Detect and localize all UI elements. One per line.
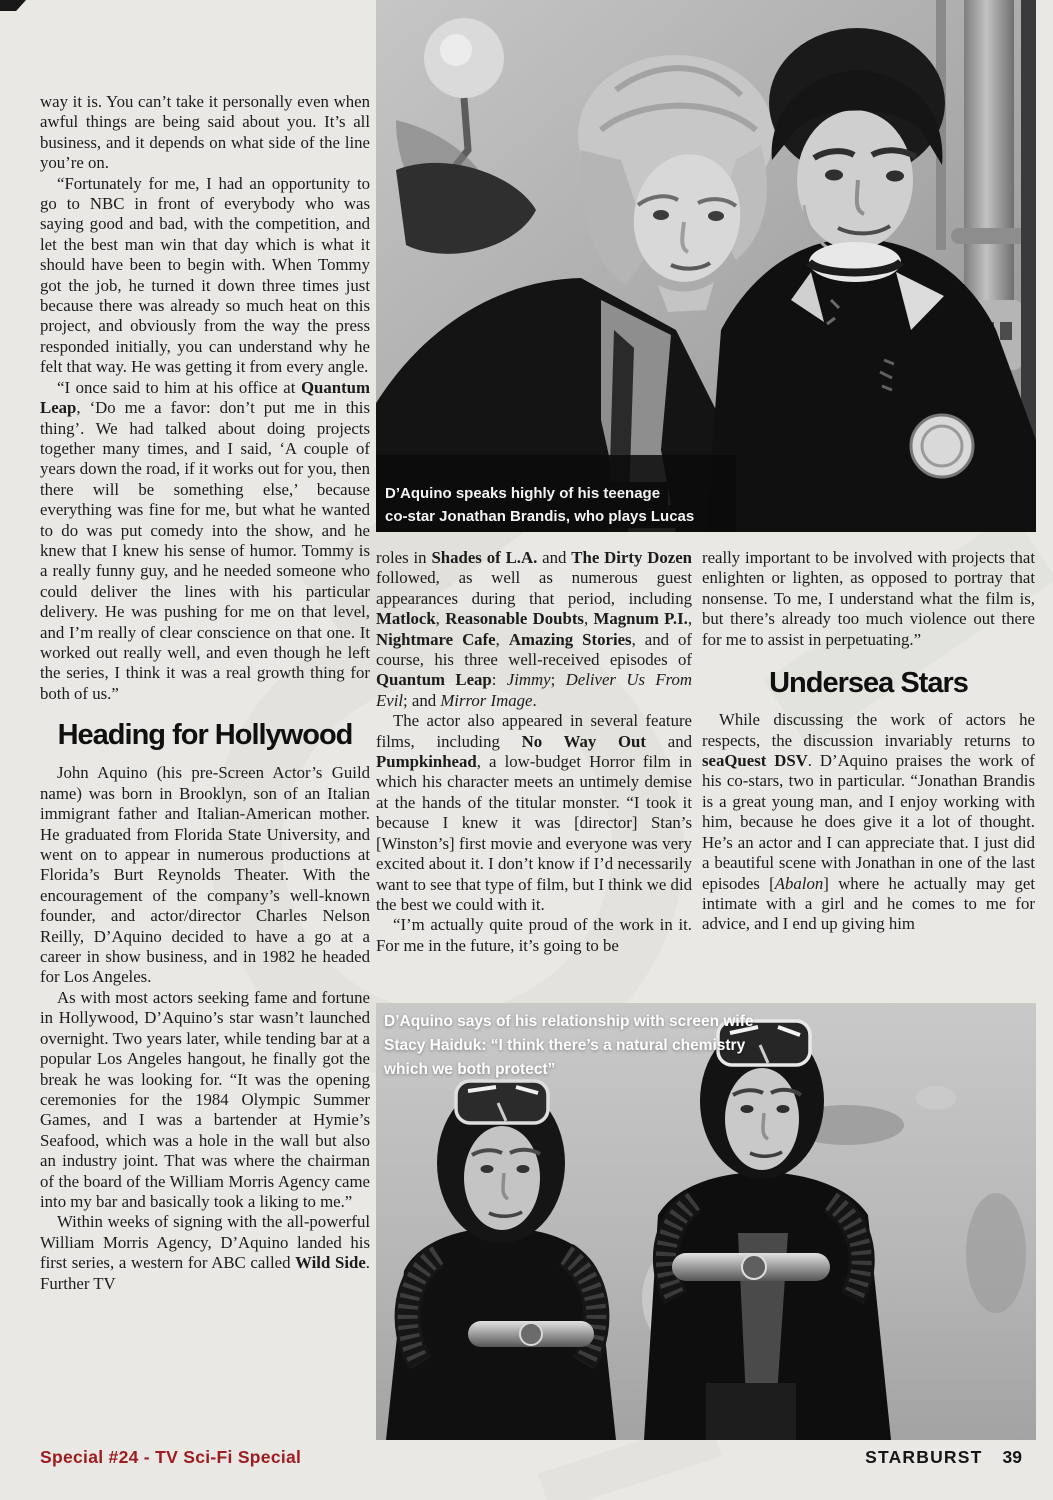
text-run: and (645, 731, 692, 751)
right-column (702, 548, 1035, 935)
text-run: . Further TV (40, 1253, 370, 1293)
title-mention: Shades of L.A. (431, 548, 538, 567)
photo-top-caption (383, 482, 702, 528)
body-paragraph (40, 92, 370, 174)
title-mention: Wild Side (295, 1253, 366, 1273)
text-run: way it is. You can’t take it personally even when awful things are being said about you. It’s all business, and it depends on what side of the line you’re on. (40, 92, 370, 173)
title-mention: seaQuest DSV (702, 751, 808, 771)
title-mention: No Way Out (521, 731, 646, 751)
caption-line: D’Aquino speaks highly of his teenage (383, 482, 668, 505)
caption-line: which we both protect” (384, 1061, 556, 1078)
photo-daquino-brandis (376, 0, 1036, 532)
text-run: , (435, 609, 446, 629)
text-run: . (532, 690, 537, 710)
photo-top-illustration (376, 0, 1036, 532)
text-run: “I once said to him at his office at (57, 377, 301, 397)
title-mention: Abalon (774, 873, 824, 893)
text-run: . D’Aquino praises the work of his co-stars, two in particular. “Jonathan Brandis is a great young man, and I enjoy working with him, because he does give it a lot of thought. He’s an actor and I can appreciate that. I just did a beautiful scene with Jonathan in one of the last episodes [ (702, 751, 1035, 893)
text-run: ; and (403, 690, 441, 710)
body-paragraph (376, 915, 692, 956)
text-run: “I’m actually quite proud of the work in it. For me in the future, it’s going to be (376, 915, 692, 955)
title-mention: Mirror Image (440, 690, 533, 710)
text-run: , (495, 629, 509, 649)
text-run: The actor also appeared in several feature films, including (376, 711, 692, 751)
text-run: While discussing the work of actors he respects, the discussion invariably returns to (702, 710, 1035, 750)
body-paragraph (40, 763, 370, 987)
page-number: 39 (1002, 1447, 1022, 1467)
text-run: , and of course, his three well-received episodes of (376, 629, 693, 670)
text-run: ; (550, 670, 566, 690)
body-paragraph (702, 548, 1035, 650)
middle-column (376, 548, 692, 956)
caption-line: Stacy Haiduk: “I think there’s a natural chemistry (384, 1037, 746, 1054)
text-run: As with most actors seeking fame and fortune in Hollywood, D’Aquino’s star wasn’t launched overnight. Two years later, while tending bar at a popular Los Angeles hangout, he finally got the break he was looking for. “It was the opening ceremonies for the 1984 Olympic Summer Games, and I was a bartender at Hymie’s Seafood, which was a hole in the wall but also an industry joint. That was where the chairman of the board of the William Morris Agency came into my bar and basically took a liking to me.” (40, 987, 370, 1211)
body-paragraph (376, 548, 692, 711)
footer-magazine-label (865, 1447, 1022, 1468)
title-mention: Matlock (376, 609, 436, 629)
body-paragraph (40, 378, 370, 705)
title-mention: Nightmare Cafe (376, 629, 496, 649)
body-paragraph (40, 174, 370, 378)
title-mention: Magnum P.I. (593, 609, 688, 629)
section-heading-undersea: Undersea Stars (769, 667, 968, 700)
body-paragraph (702, 710, 1035, 934)
text-run: , ‘Do me a favor: don’t put me in this thing’. We had talked about doing projects together many times, and I said, ‘A couple of years down the road, if it works out for you, then there will be something else,’ because everything was fine for me, but what he wanted to do was put comedy into the show, and he knew that I knew his sense of humor. Tommy is a really funny guy, and he needed someone who could deliver the lines with his particular delivery. He was pushing for me on that level, and I’m really of clear conscience on that one. It worked out really well, and even though he left the series, I think it was a real growth thing for both of us.” (40, 398, 370, 703)
text-run: really important to be involved with projects that enlighten or lighten, as opposed to portray that nonsense. To me, I understand what the film is, but there’s already too much violence out there for me to assist in perpetuating.” (702, 548, 1035, 649)
text-run: , (583, 609, 594, 629)
text-run: followed, as well as numerous guest appearances during that period, including (376, 568, 692, 608)
middle-column-paragraphs (376, 548, 692, 956)
scan-artifact (0, 0, 26, 11)
photo-bottom-caption (384, 1010, 754, 1082)
text-run: and (537, 548, 572, 567)
body-paragraph (376, 711, 692, 915)
left-column (40, 92, 370, 1294)
text-run: : (491, 670, 507, 690)
dive-mask-icon (456, 1081, 548, 1123)
text-run: roles in (376, 548, 432, 567)
title-mention: Jimmy (506, 670, 551, 690)
text-run: John Aquino (his pre-Screen Actor’s Guild name) was born in Brooklyn, son of an Italian immigrant father and Italian-American mother. He graduated from Florida State University, and went on to appear in numerous productions at Florida’s Burt Reynolds Theater. With the encouragement of the company’s well-known founder, and actor/director Charles Nelson Reilly, D’Aquino decided to have a go at a career in show business, and in 1982 he headed for Los Angeles. (40, 763, 370, 987)
text-run: , a low-budget Horror film in which his character meets an untimely demise at the hands of the titular monster. “I took it because I knew it was [director] Stan’s [Winston’s] first movie and everyone was very excited about it. I don’t know if I’d necessarily want to see that type of film, but I think we did the best we could with it. (376, 752, 692, 914)
left-column-paragraphs (40, 763, 370, 1294)
left-column-paragraphs (40, 92, 370, 704)
title-mention: Amazing Stories (508, 629, 632, 649)
title-mention: Reasonable Doubts (445, 609, 584, 629)
magazine-name: STARBURST (865, 1447, 983, 1467)
title-mention: Quantum Leap (376, 670, 492, 690)
right-column-paragraphs (702, 548, 1035, 650)
caption-line: co-star Jonathan Brandis, who plays Lucas (383, 505, 702, 528)
text-run: , (687, 609, 693, 629)
caption-line: D’Aquino says of his relationship with screen wife (384, 1013, 754, 1030)
photo-divers (376, 1003, 1036, 1440)
title-mention: Pumpkinhead (376, 752, 477, 772)
text-run: “Fortunately for me, I had an opportunity to go to NBC in front of everybody who was saying good and bad, with the competition, and let the best man win that day which is what it should have been to begin with. When Tommy got the job, he turned it down three times just because there was already so much heat on this project, and obviously from the way the press responded initially, you can understand why he felt that way. He was getting it from every angle. (40, 173, 370, 377)
section-heading-hollywood: Heading for Hollywood (57, 719, 353, 752)
text-run: Within weeks of signing with the all-powerful William Morris Agency, D’Aquino landed his first series, a western for ABC called (40, 1212, 370, 1273)
text-run: ] where he actually may get intimate with a girl and he comes to me for advice, and I end up giving him (702, 873, 1035, 934)
title-mention: Quantum Leap (40, 377, 370, 418)
body-paragraph (40, 988, 370, 1212)
right-column-paragraphs (702, 710, 1035, 934)
title-mention: Deliver Us From Evil (376, 670, 693, 710)
footer-issue-label: Special #24 - TV Sci-Fi Special (40, 1447, 302, 1467)
body-paragraph (40, 1212, 370, 1294)
title-mention: The Dirty Dozen (571, 548, 692, 567)
